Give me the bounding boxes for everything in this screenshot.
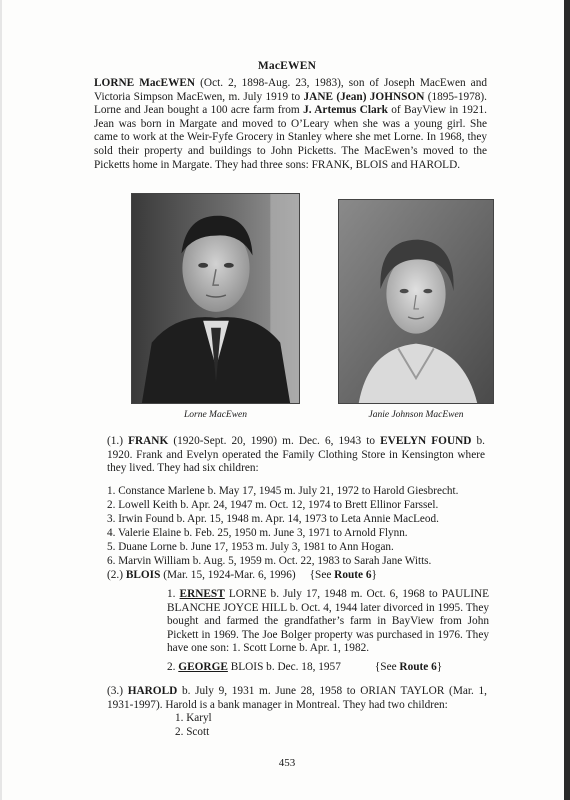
ernest-paragraph	[167, 588, 489, 656]
list-item: 6. Marvin William b. Aug. 5, 1959 m. Oct. 22, 1983 to Sarah Jane Witts.	[107, 554, 432, 567]
george-line	[167, 661, 442, 673]
ernest-name: ERNEST	[179, 588, 225, 600]
frank-text-1: (1920-Sept. 20, 1990) m. Dec. 6, 1943 to	[168, 435, 381, 447]
evelyn-name: EVELYN FOUND	[380, 435, 472, 447]
list-item: 5. Duane Lorne b. June 17, 1953 m. July 3, 1981 to Ann Hogan.	[107, 540, 394, 553]
harold-name: HAROLD	[127, 685, 178, 697]
george-text: BLOIS b. Dec. 18, 1957	[227, 661, 341, 673]
list-item: 4. Valerie Elaine b. Feb. 25, 1950 m. June 3, 1971 to Arnold Flynn.	[107, 526, 408, 539]
blois-see-ref: {See Route 6}	[309, 569, 377, 581]
harold-paragraph	[107, 685, 487, 712]
ernest-text: LORNE b. July 17, 1948 m. Oct. 6, 1968 to PAULINE BLANCHE JOYCE HILL b. Oct. 4, 1944 later divorced in 1995. They bought and farmed the grandfather’s farm in BayView from John Pickett in 1969. The Joe Bolger property was purchased in 1976. They have one son: 1. Scott Lorne b. Apr. 1, 1982.	[167, 588, 490, 655]
lorne-portrait-photo	[131, 193, 300, 404]
list-item: 1. Constance Marlene b. May 17, 1945 m. July 21, 1972 to Harold Giesbrecht.	[107, 485, 459, 497]
george-number: 2.	[167, 661, 179, 673]
page-number: 453	[278, 757, 296, 769]
blois-number: (2.)	[107, 569, 126, 581]
harold-number: (3.)	[107, 685, 128, 697]
intro-text-3: of BayView in 1921. Jean was born in Margate and moved to O’Leary when she was a young girl. She came to work at the Weir-Fyfe Grocery in Stanley where she met Lorne. In 1968, they sold their property and buildings to John Picketts. The MacEwen’s moved to the Picketts home in Margate. They had three sons: FRANK, BLOIS and HAROLD.	[94, 104, 487, 171]
list-item: 2. Scott	[175, 725, 210, 738]
jane-portrait-photo	[338, 199, 494, 404]
george-see-ref: {See Route 6}	[374, 661, 443, 673]
intro-text-2: (1895-1978). Lorne and Jean bought a 100 acre farm from	[94, 90, 488, 117]
list-item: 3. Irwin Found b. Apr. 15, 1948 m. Apr. 14, 1973 to Leta Annie MacLeod.	[107, 512, 439, 525]
jane-name: JANE (Jean) JOHNSON	[303, 90, 425, 103]
intro-paragraph	[94, 77, 487, 172]
frank-paragraph	[107, 435, 485, 476]
frank-children-list	[107, 485, 507, 568]
lorne-name: LORNE MacEWEN	[94, 77, 196, 89]
frank-text-2: b. 1920. Frank and Evelyn operated the Family Clothing Store in Kensington where they lived. They had six children:	[107, 435, 486, 475]
harold-children-list	[175, 712, 375, 740]
frank-number: (1.)	[107, 435, 129, 447]
list-item: 1. Karyl	[175, 712, 212, 724]
harold-text: b. July 9, 1931 m. June 28, 1958 to ORIAN TAYLOR (Mar. 1, 1931-1997). Harold is a bank manager in Montreal. They had two children:	[107, 685, 487, 711]
blois-dates: (Mar. 15, 1924-Mar. 6, 1996)	[160, 569, 296, 581]
lorne-photo-caption: Lorne MacEwen	[183, 410, 248, 420]
frank-name: FRANK	[128, 435, 169, 447]
blois-heading	[107, 569, 377, 581]
seller-name: J. Artemus Clark	[303, 104, 388, 117]
intro-text-1: (Oct. 2, 1898-Aug. 23, 1983), son of Joseph MacEwen and Victoria Simpson MacEwen, m. July 1919 to	[94, 77, 487, 103]
ernest-number: 1.	[167, 588, 180, 600]
george-name: GEORGE	[178, 661, 228, 673]
blois-name: BLOIS	[125, 569, 161, 581]
page-title: MacEWEN	[257, 60, 317, 72]
list-item: 2. Lowell Keith b. Apr. 24, 1947 m. Oct. 12, 1974 to Brett Ellinor Farssel.	[107, 498, 439, 511]
jane-photo-caption: Janie Johnson MacEwen	[368, 410, 464, 420]
